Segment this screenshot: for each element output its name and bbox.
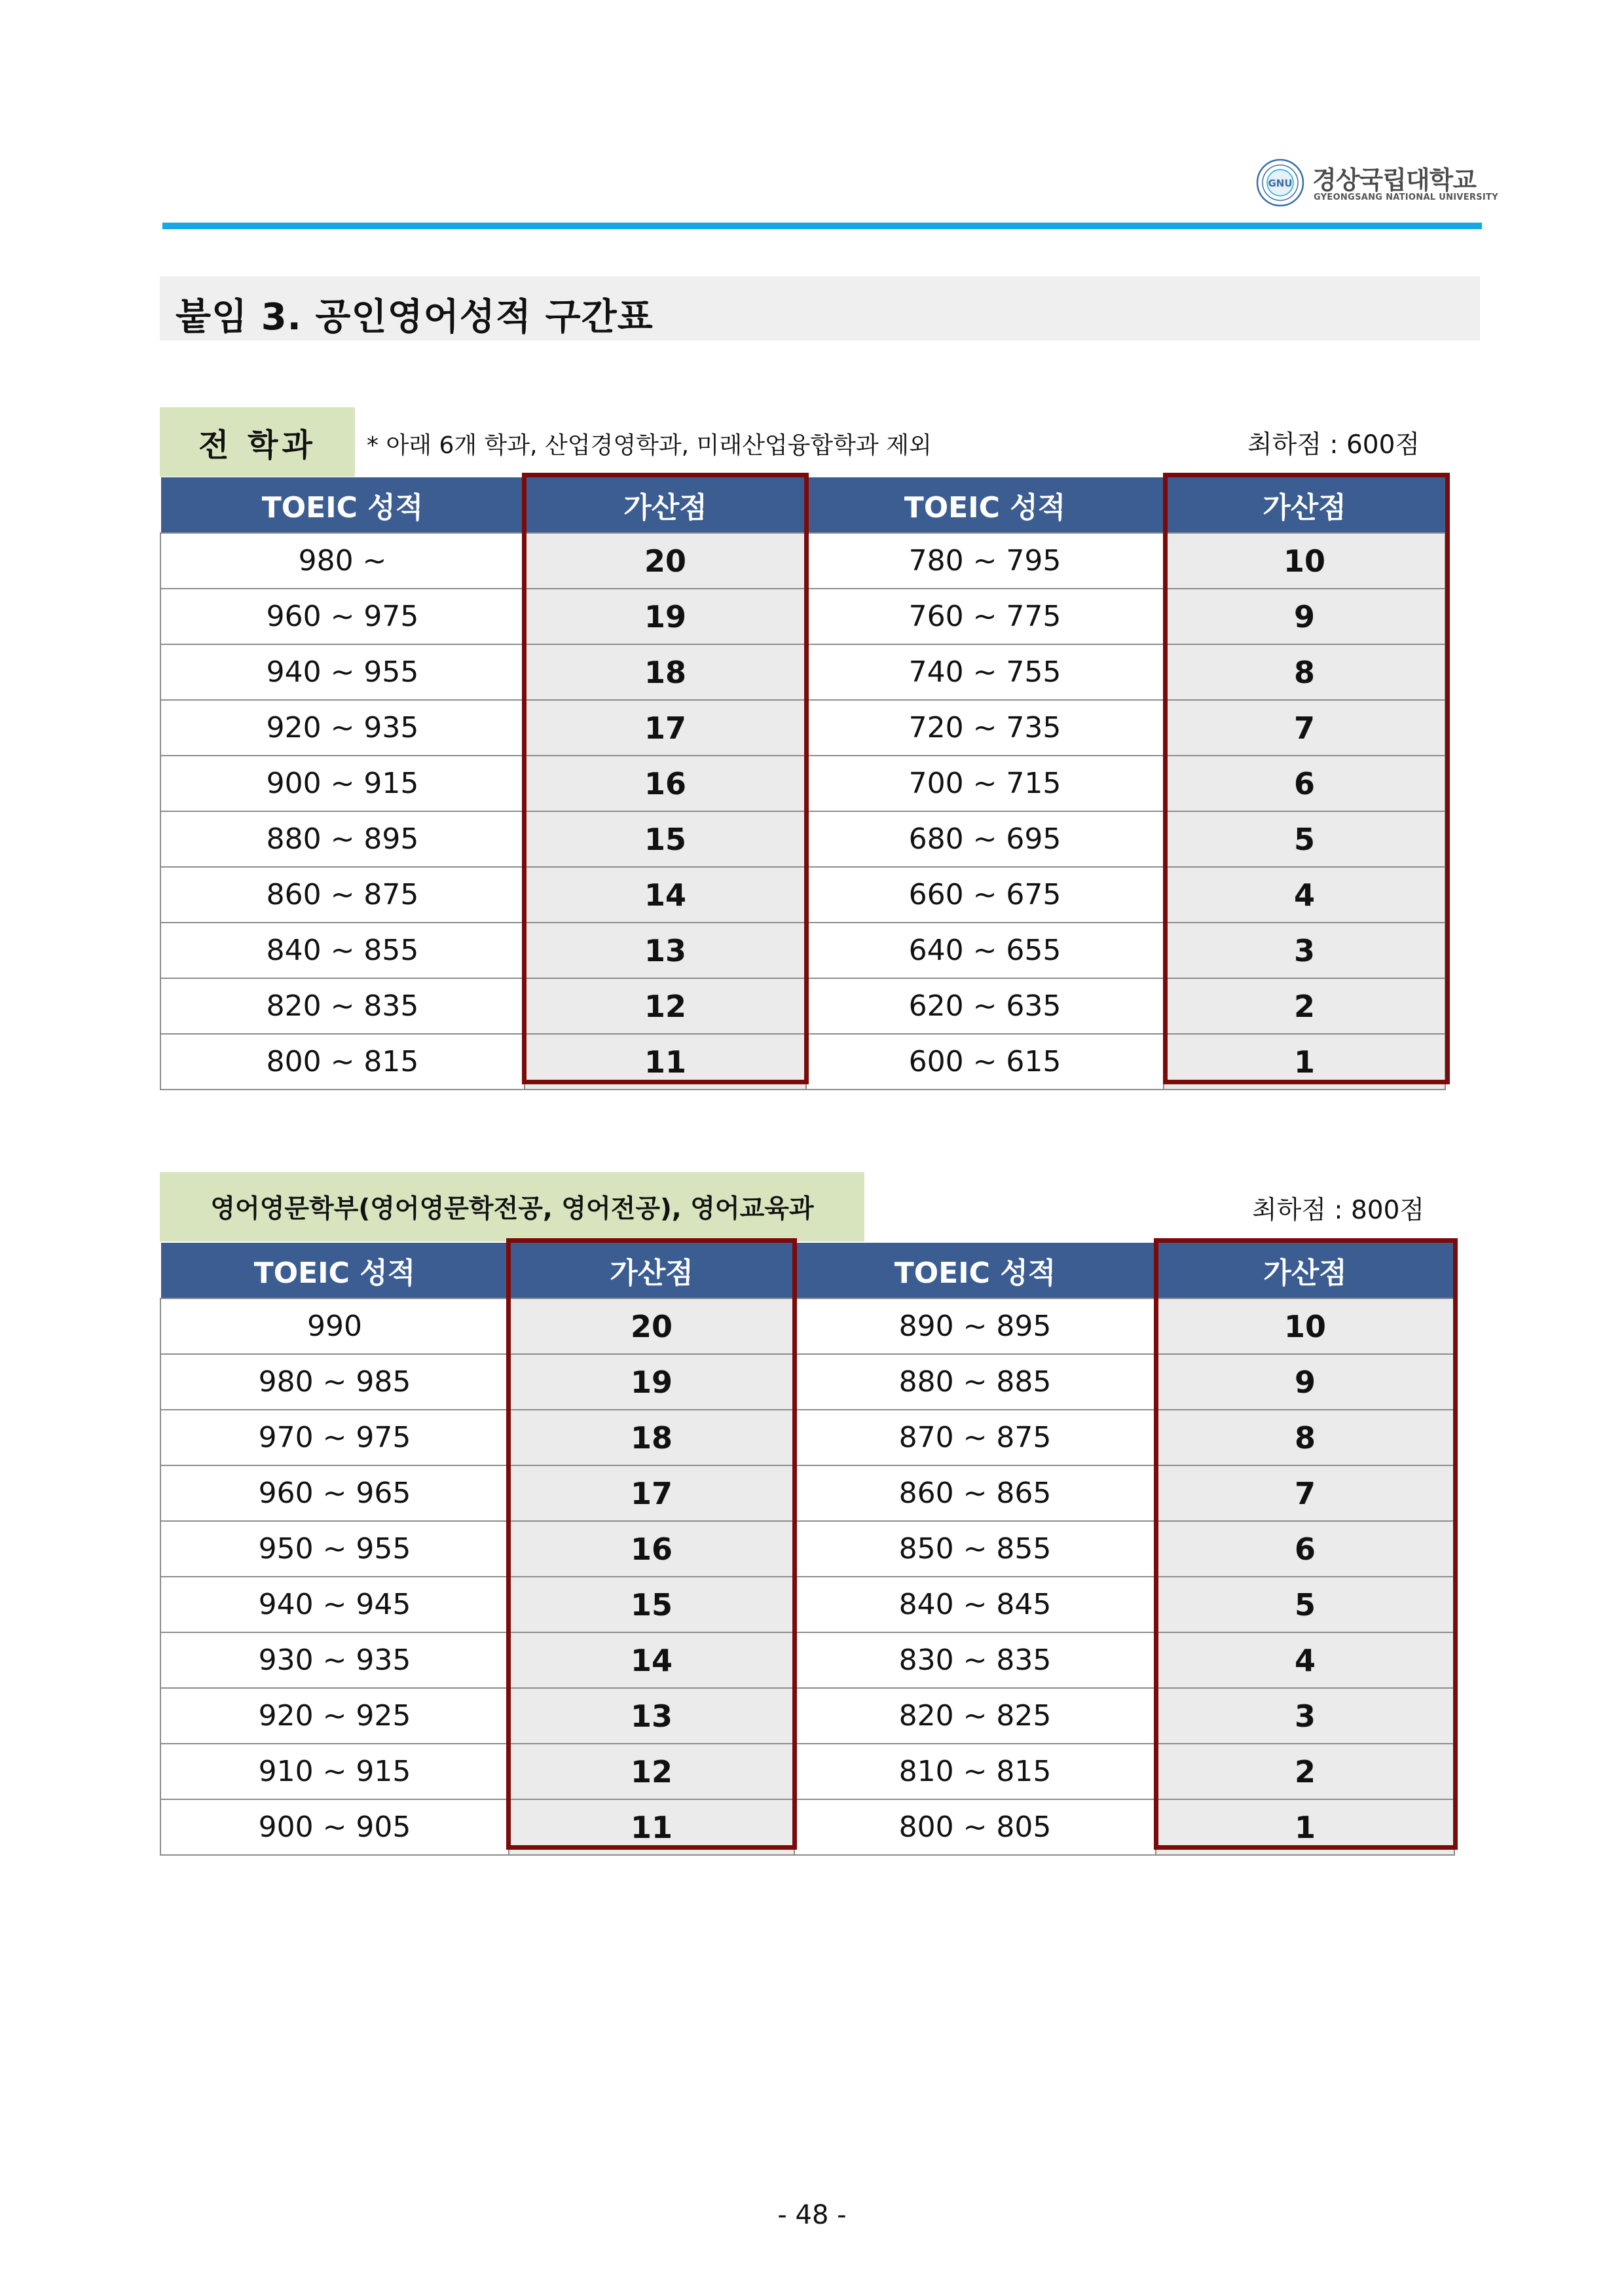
score-range: 920 ~ 935 (160, 700, 525, 756)
table-row (160, 1465, 1454, 1521)
bonus-points: 2 (1156, 1744, 1454, 1799)
score-range: 840 ~ 845 (794, 1577, 1156, 1632)
table-row (160, 589, 1445, 644)
score-range: 870 ~ 875 (794, 1410, 1156, 1465)
bonus-points: 14 (525, 867, 806, 923)
bonus-points: 4 (1156, 1632, 1454, 1688)
header-rule (162, 223, 1482, 229)
table-row (160, 533, 1445, 589)
bonus-points: 9 (1156, 1354, 1454, 1410)
score-range: 980 ~ 985 (160, 1354, 509, 1410)
table-row (160, 811, 1445, 867)
bonus-points: 9 (1164, 589, 1445, 644)
bonus-points: 6 (1164, 756, 1445, 811)
bonus-points: 12 (509, 1744, 794, 1799)
bonus-points: 20 (525, 533, 806, 589)
section-1-min-score: 최하점 : 600점 (1247, 430, 1420, 460)
table-row (160, 923, 1445, 978)
score-range: 940 ~ 945 (160, 1577, 509, 1632)
table-row (160, 1354, 1454, 1410)
bonus-points: 5 (1164, 811, 1445, 867)
table-row (160, 756, 1445, 811)
table-row (160, 644, 1445, 700)
bonus-points: 2 (1164, 978, 1445, 1034)
bonus-points: 8 (1164, 644, 1445, 700)
university-emblem-icon (1256, 158, 1304, 207)
bonus-points: 16 (525, 756, 806, 811)
header-toeic-score: TOEIC 성적 (806, 477, 1164, 533)
score-range: 810 ~ 815 (794, 1744, 1156, 1799)
score-range: 640 ~ 655 (806, 923, 1164, 978)
bonus-points: 13 (509, 1688, 794, 1744)
score-range: 970 ~ 975 (160, 1410, 509, 1465)
score-range: 950 ~ 955 (160, 1521, 509, 1577)
university-name-english: GYEONGSANG NATIONAL UNIVERSITY (1314, 193, 1498, 202)
page-number: - 48 - (777, 2200, 847, 2230)
score-range: 990 (160, 1298, 509, 1354)
title-bar (160, 276, 1480, 340)
header-bonus-points: 가산점 (1156, 1243, 1454, 1298)
bonus-points: 5 (1156, 1577, 1454, 1632)
bonus-points: 3 (1164, 923, 1445, 978)
table-row (160, 1410, 1454, 1465)
score-range: 880 ~ 895 (160, 811, 525, 867)
header-bonus-points: 가산점 (509, 1243, 794, 1298)
score-range: 820 ~ 835 (160, 978, 525, 1034)
score-range: 600 ~ 615 (806, 1034, 1164, 1090)
score-range: 860 ~ 875 (160, 867, 525, 923)
bonus-points: 10 (1156, 1298, 1454, 1354)
table-row (160, 1577, 1454, 1632)
bonus-points: 10 (1164, 533, 1445, 589)
university-name-korean: 경상국립대학교 (1312, 166, 1476, 194)
table-row (160, 1298, 1454, 1354)
bonus-points: 12 (525, 978, 806, 1034)
bonus-points: 20 (509, 1298, 794, 1354)
score-range: 660 ~ 675 (806, 867, 1164, 923)
bonus-points: 1 (1156, 1799, 1454, 1855)
score-range: 780 ~ 795 (806, 533, 1164, 589)
table-row (160, 867, 1445, 923)
score-range: 890 ~ 895 (794, 1298, 1156, 1354)
bonus-points: 18 (525, 644, 806, 700)
score-table-1 (160, 477, 1446, 1090)
bonus-points: 11 (509, 1799, 794, 1855)
score-range: 960 ~ 965 (160, 1465, 509, 1521)
score-range: 900 ~ 915 (160, 756, 525, 811)
score-range: 910 ~ 915 (160, 1744, 509, 1799)
bonus-points: 6 (1156, 1521, 1454, 1577)
bonus-points: 11 (525, 1034, 806, 1090)
bonus-points: 16 (509, 1521, 794, 1577)
table-row (160, 1688, 1454, 1744)
bonus-points: 8 (1156, 1410, 1454, 1465)
bonus-points: 19 (525, 589, 806, 644)
score-range: 880 ~ 885 (794, 1354, 1156, 1410)
page-title: 붙임 3. 공인영어성적 구간표 (175, 296, 654, 339)
bonus-points: 3 (1156, 1688, 1454, 1744)
university-logo (1256, 156, 1498, 211)
bonus-points: 7 (1156, 1465, 1454, 1521)
emblem-text: GNU (1268, 177, 1293, 189)
score-range: 850 ~ 855 (794, 1521, 1156, 1577)
score-range: 830 ~ 835 (794, 1632, 1156, 1688)
score-range: 720 ~ 735 (806, 700, 1164, 756)
score-range: 740 ~ 755 (806, 644, 1164, 700)
bonus-points: 15 (509, 1577, 794, 1632)
score-range: 930 ~ 935 (160, 1632, 509, 1688)
table-row (160, 1521, 1454, 1577)
table-row (160, 700, 1445, 756)
header-toeic-score: TOEIC 성적 (160, 1243, 509, 1298)
score-range: 920 ~ 925 (160, 1688, 509, 1744)
header-bonus-points: 가산점 (525, 477, 806, 533)
score-range: 840 ~ 855 (160, 923, 525, 978)
score-range: 820 ~ 825 (794, 1688, 1156, 1744)
score-range: 900 ~ 905 (160, 1799, 509, 1855)
section-2-label: 영어영문학부(영어영문학전공, 영어전공), 영어교육과 (160, 1172, 864, 1241)
table-row (160, 978, 1445, 1034)
bonus-points: 7 (1164, 700, 1445, 756)
header-toeic-score: TOEIC 성적 (794, 1243, 1156, 1298)
bonus-points: 14 (509, 1632, 794, 1688)
score-range: 860 ~ 865 (794, 1465, 1156, 1521)
bonus-points: 1 (1164, 1034, 1445, 1090)
score-range: 800 ~ 805 (794, 1799, 1156, 1855)
score-range: 700 ~ 715 (806, 756, 1164, 811)
table-row (160, 1632, 1454, 1688)
bonus-points: 17 (525, 700, 806, 756)
section-2-min-score: 최하점 : 800점 (1252, 1196, 1425, 1225)
table-row (160, 1034, 1445, 1090)
bonus-points: 4 (1164, 867, 1445, 923)
score-range: 980 ~ (160, 533, 525, 589)
table-row (160, 1744, 1454, 1799)
score-range: 800 ~ 815 (160, 1034, 525, 1090)
bonus-points: 18 (509, 1410, 794, 1465)
score-table-2 (160, 1243, 1455, 1856)
score-range: 760 ~ 775 (806, 589, 1164, 644)
bonus-points: 19 (509, 1354, 794, 1410)
score-range: 960 ~ 975 (160, 589, 525, 644)
header-toeic-score: TOEIC 성적 (160, 477, 525, 533)
bonus-points: 15 (525, 811, 806, 867)
bonus-points: 13 (525, 923, 806, 978)
score-range: 680 ~ 695 (806, 811, 1164, 867)
score-range: 620 ~ 635 (806, 978, 1164, 1034)
table-row (160, 1799, 1454, 1855)
section-1-note: * 아래 6개 학과, 산업경영학과, 미래산업융합학과 제외 (367, 432, 932, 459)
bonus-points: 17 (509, 1465, 794, 1521)
score-range: 940 ~ 955 (160, 644, 525, 700)
header-bonus-points: 가산점 (1164, 477, 1445, 533)
section-1-label: 전 학과 (160, 407, 355, 477)
